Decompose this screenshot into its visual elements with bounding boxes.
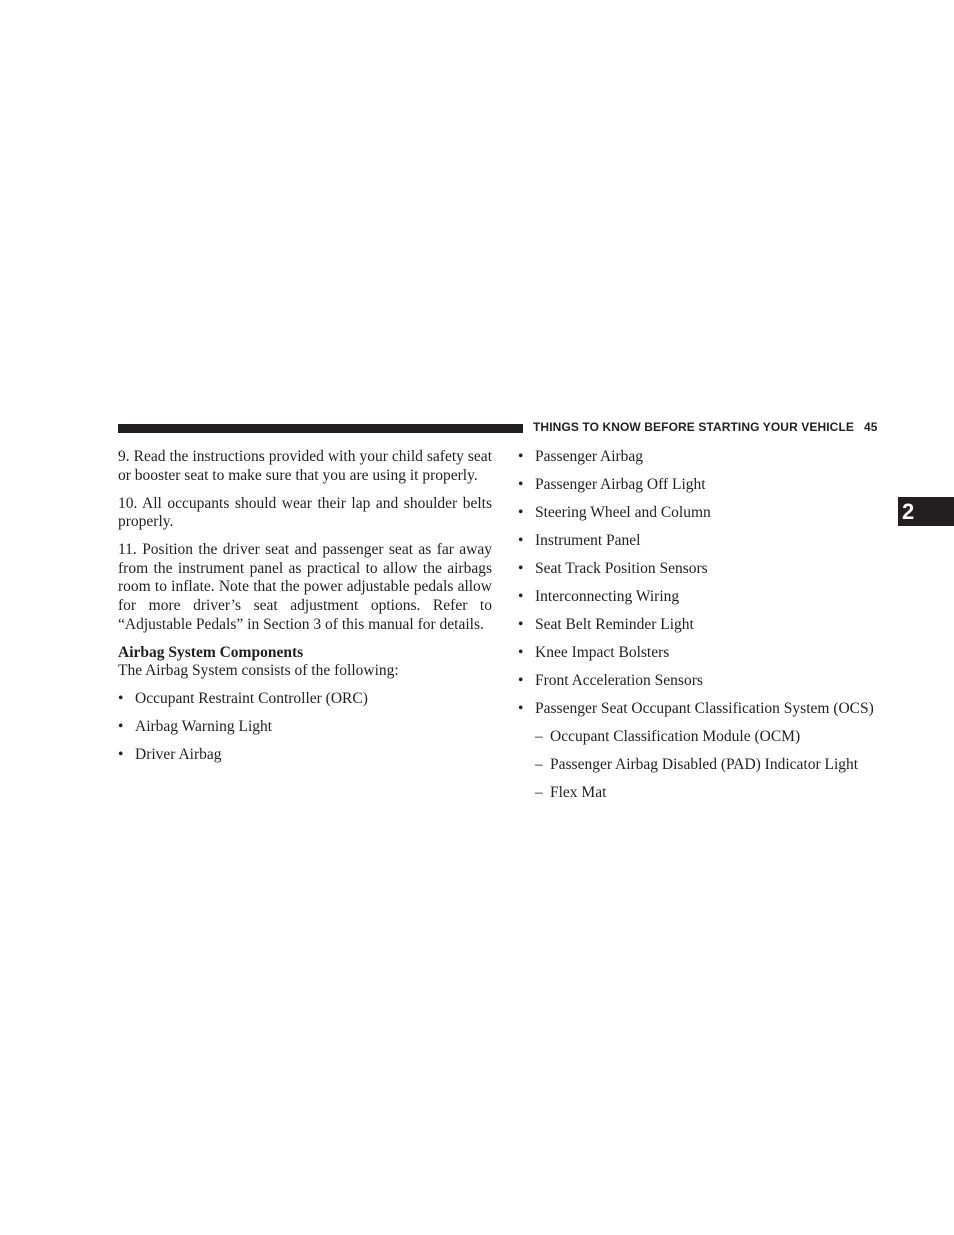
paragraph-item-9: 9. Read the instructions provided with your child safety seat or booster seat to make sure that you are using it properly. xyxy=(118,448,492,484)
list-item xyxy=(118,746,492,765)
bullet-marker: • xyxy=(518,475,524,493)
paragraph-item-10: 10. All occupants should wear their lap and shoulder belts properly. xyxy=(118,494,492,531)
list-item-text: Driver Airbag xyxy=(135,746,222,764)
sub-list-item-text: Flex Mat xyxy=(550,783,607,801)
bullet-marker: • xyxy=(118,690,124,708)
bullet-marker: • xyxy=(518,448,524,465)
bullet-marker: • xyxy=(518,615,524,633)
list-item xyxy=(518,560,898,579)
list-item xyxy=(518,616,898,635)
list-item xyxy=(518,588,898,607)
sub-list-item xyxy=(518,784,898,803)
bullet-marker: • xyxy=(518,643,524,661)
list-item xyxy=(118,690,492,709)
ocs-sub-list xyxy=(518,728,898,803)
chapter-tab xyxy=(898,497,954,526)
list-item-text: Knee Impact Bolsters xyxy=(535,643,670,661)
list-item-text: Passenger Airbag xyxy=(535,448,644,465)
list-item xyxy=(518,672,898,691)
list-item-text: Steering Wheel and Column xyxy=(535,503,711,521)
sub-list-item-text: Occupant Classification Module (OCM) xyxy=(550,727,801,745)
bullet-marker: • xyxy=(518,699,524,717)
list-item-text: Front Acceleration Sensors xyxy=(535,671,703,689)
list-item xyxy=(518,448,898,467)
list-item xyxy=(518,476,898,495)
list-item-text: Airbag Warning Light xyxy=(135,718,273,736)
list-item-text: Passenger Airbag Off Light xyxy=(535,475,706,493)
sub-list-item xyxy=(518,756,898,775)
list-item-text: Interconnecting Wiring xyxy=(535,587,680,605)
sub-list-item xyxy=(518,728,898,747)
sub-list-item-text: Passenger Airbag Disabled (PAD) Indicator Light xyxy=(550,755,859,773)
component-list-right xyxy=(518,448,898,718)
dash-marker: – xyxy=(535,727,543,745)
section-intro: The Airbag System consists of the following: xyxy=(118,662,399,680)
bullet-marker: • xyxy=(518,531,524,549)
chapter-number: 2 xyxy=(902,499,915,524)
section-title: THINGS TO KNOW BEFORE STARTING YOUR VEHICLE xyxy=(533,420,854,434)
list-item-text: Seat Track Position Sensors xyxy=(535,559,708,577)
running-header xyxy=(533,420,878,434)
list-item xyxy=(518,644,898,663)
section-heading: Airbag System Components xyxy=(118,643,304,661)
list-item xyxy=(518,504,898,523)
dash-marker: – xyxy=(535,783,543,801)
bullet-marker: • xyxy=(518,559,524,577)
list-item-text: Seat Belt Reminder Light xyxy=(535,615,694,633)
header-rule xyxy=(118,424,523,433)
bullet-marker: • xyxy=(118,718,124,736)
list-item-text: Passenger Seat Occupant Classification System (OCS) xyxy=(535,699,874,717)
component-list-left xyxy=(118,690,492,765)
list-item xyxy=(118,718,492,737)
list-item xyxy=(518,700,898,719)
list-item-text: Instrument Panel xyxy=(535,531,641,549)
bullet-marker: • xyxy=(118,746,124,764)
bullet-marker: • xyxy=(518,671,524,689)
dash-marker: – xyxy=(535,755,543,773)
list-item xyxy=(518,532,898,551)
left-column xyxy=(118,448,492,774)
bullet-marker: • xyxy=(518,503,524,521)
list-item-text: Occupant Restraint Controller (ORC) xyxy=(135,690,368,708)
bullet-marker: • xyxy=(518,587,524,605)
page-number: 45 xyxy=(863,420,878,434)
right-column xyxy=(518,448,898,812)
paragraph-item-11: 11. Position the driver seat and passenger seat as far away from the instrument panel as practical to allow the airbags room to inflate. Note that the power adjustable pedals allow for more driver’s seat adjustment options. Refer to “Adjustable Pedals” in Section 3 of this manual for details. xyxy=(118,541,492,633)
